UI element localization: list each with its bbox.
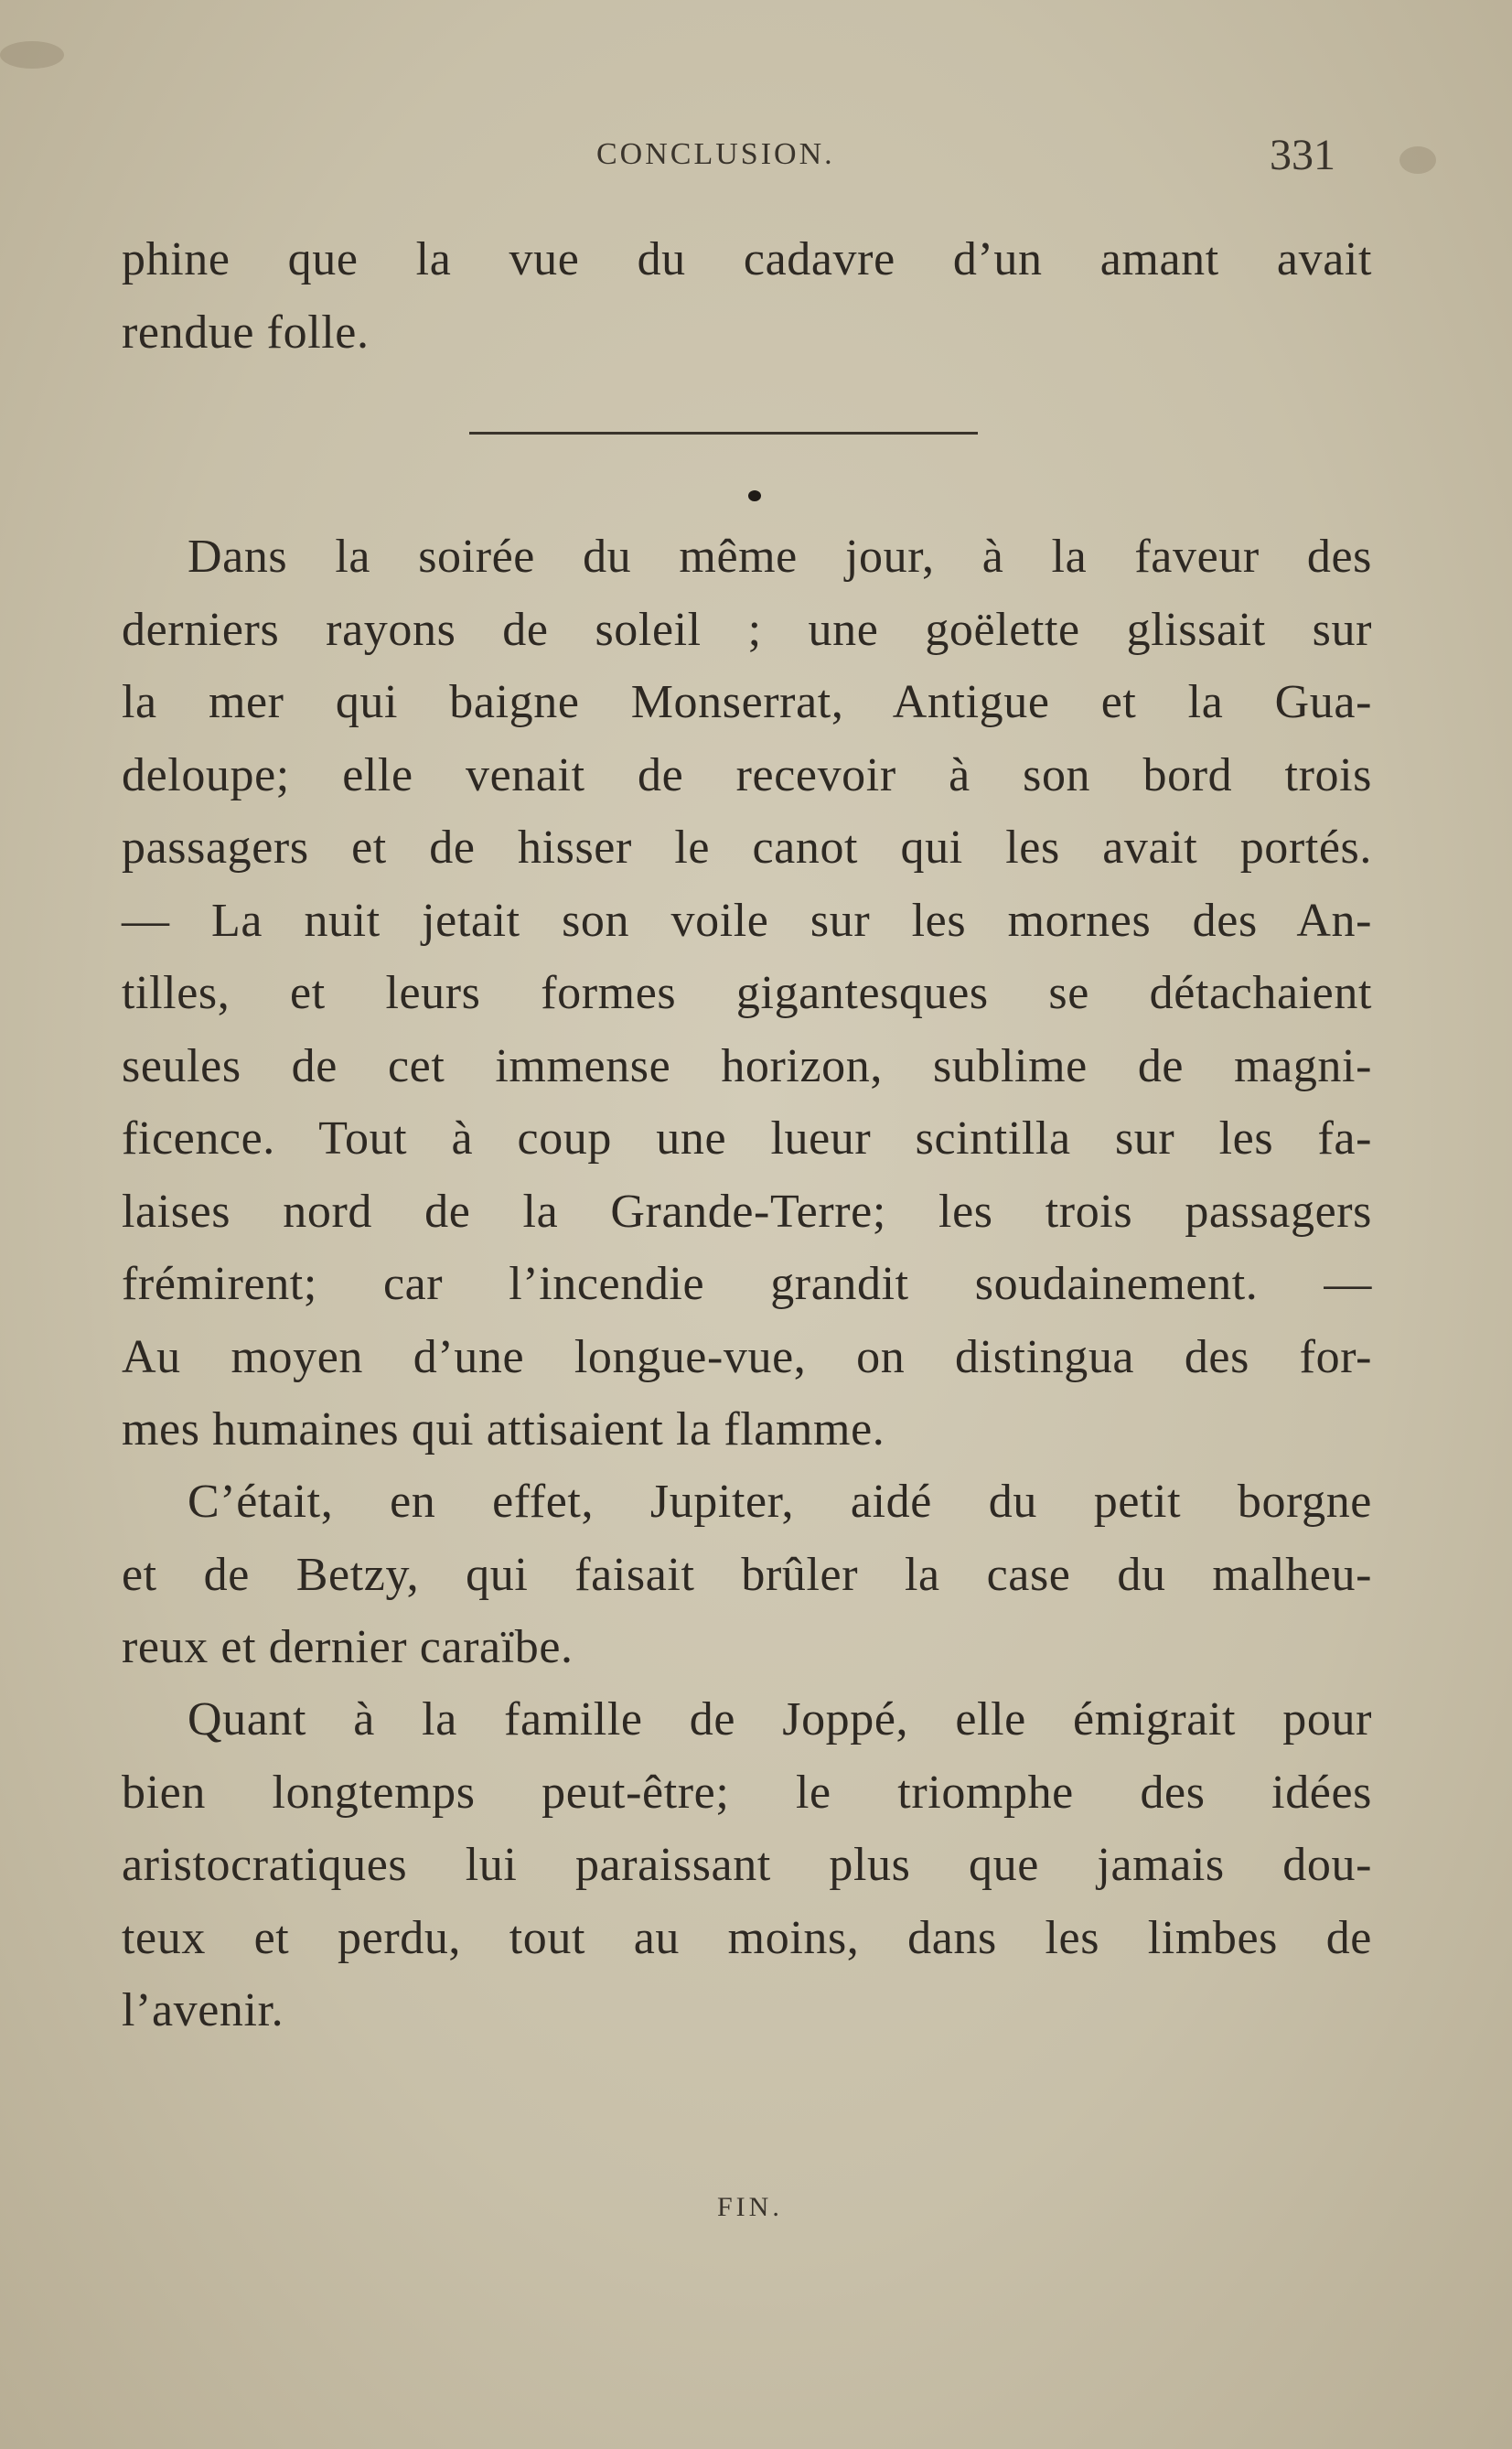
text-line: tilles, et leurs formes gigantesques se détachaient: [122, 967, 1372, 1019]
paragraph-jupiter: [122, 1466, 1372, 1684]
text-line: l’avenir.: [122, 1984, 284, 2036]
text-line: C’était, en effet, Jupiter, aidé du petit borgne: [188, 1476, 1372, 1528]
text-line: et de Betzy, qui faisait brûler la case du malheu-: [122, 1548, 1372, 1601]
paragraph-continuation: [122, 223, 1372, 369]
text-line: phine que la vue du cadavre d’un amant avait: [122, 233, 1372, 285]
text-line: laises nord de la Grande-Terre; les trois passagers: [122, 1185, 1372, 1238]
text-line: teux et perdu, tout au moins, dans les limbes de: [122, 1911, 1372, 1964]
running-head: [0, 131, 1512, 183]
text-line: la mer qui baigne Monserrat, Antigue et la Gua-: [122, 676, 1372, 728]
text-line: seules de cet immense horizon, sublime de magni-: [122, 1039, 1372, 1092]
section-separator-rule: [469, 432, 978, 435]
paragraph-joppe-family: [122, 1683, 1372, 2047]
text-line: derniers rayons de soleil ; une goëlette glissait sur: [122, 603, 1372, 656]
text-line: Au moyen d’une longue-vue, on distingua des for-: [122, 1330, 1372, 1383]
text-line: mes humaines qui attisaient la flamme.: [122, 1403, 885, 1455]
text-line: Dans la soirée du même jour, à la faveur des: [188, 531, 1372, 583]
running-title: CONCLUSION.: [596, 137, 835, 171]
text-line: — La nuit jetait son voile sur les mornes des An-: [122, 894, 1372, 947]
text-line: bien longtemps peut-être; le triomphe des idées: [122, 1766, 1372, 1819]
text-line: rendue folle.: [122, 306, 370, 359]
text-line: deloupe; elle venait de recevoir à son bord trois: [122, 748, 1372, 801]
text-line: aristocratiques lui paraissant plus que jamais dou-: [122, 1839, 1372, 1891]
text-line: reux et dernier caraïbe.: [122, 1621, 574, 1673]
ink-dot: [748, 490, 761, 501]
text-line: passagers et de hisser le canot qui les avait portés.: [122, 822, 1372, 874]
text-line: Quant à la famille de Joppé, elle émigrait pour: [188, 1693, 1372, 1745]
text-line: frémirent; car l’incendie grandit soudainement. —: [122, 1258, 1372, 1310]
paragraph-evening-schooner: [122, 521, 1372, 1466]
paper-stain-top-left: [0, 41, 64, 69]
end-mark: FIN.: [717, 2192, 783, 2222]
text-line: ficence. Tout à coup une lueur scintilla sur les fa-: [122, 1112, 1372, 1165]
page-number: 331: [1270, 131, 1335, 179]
